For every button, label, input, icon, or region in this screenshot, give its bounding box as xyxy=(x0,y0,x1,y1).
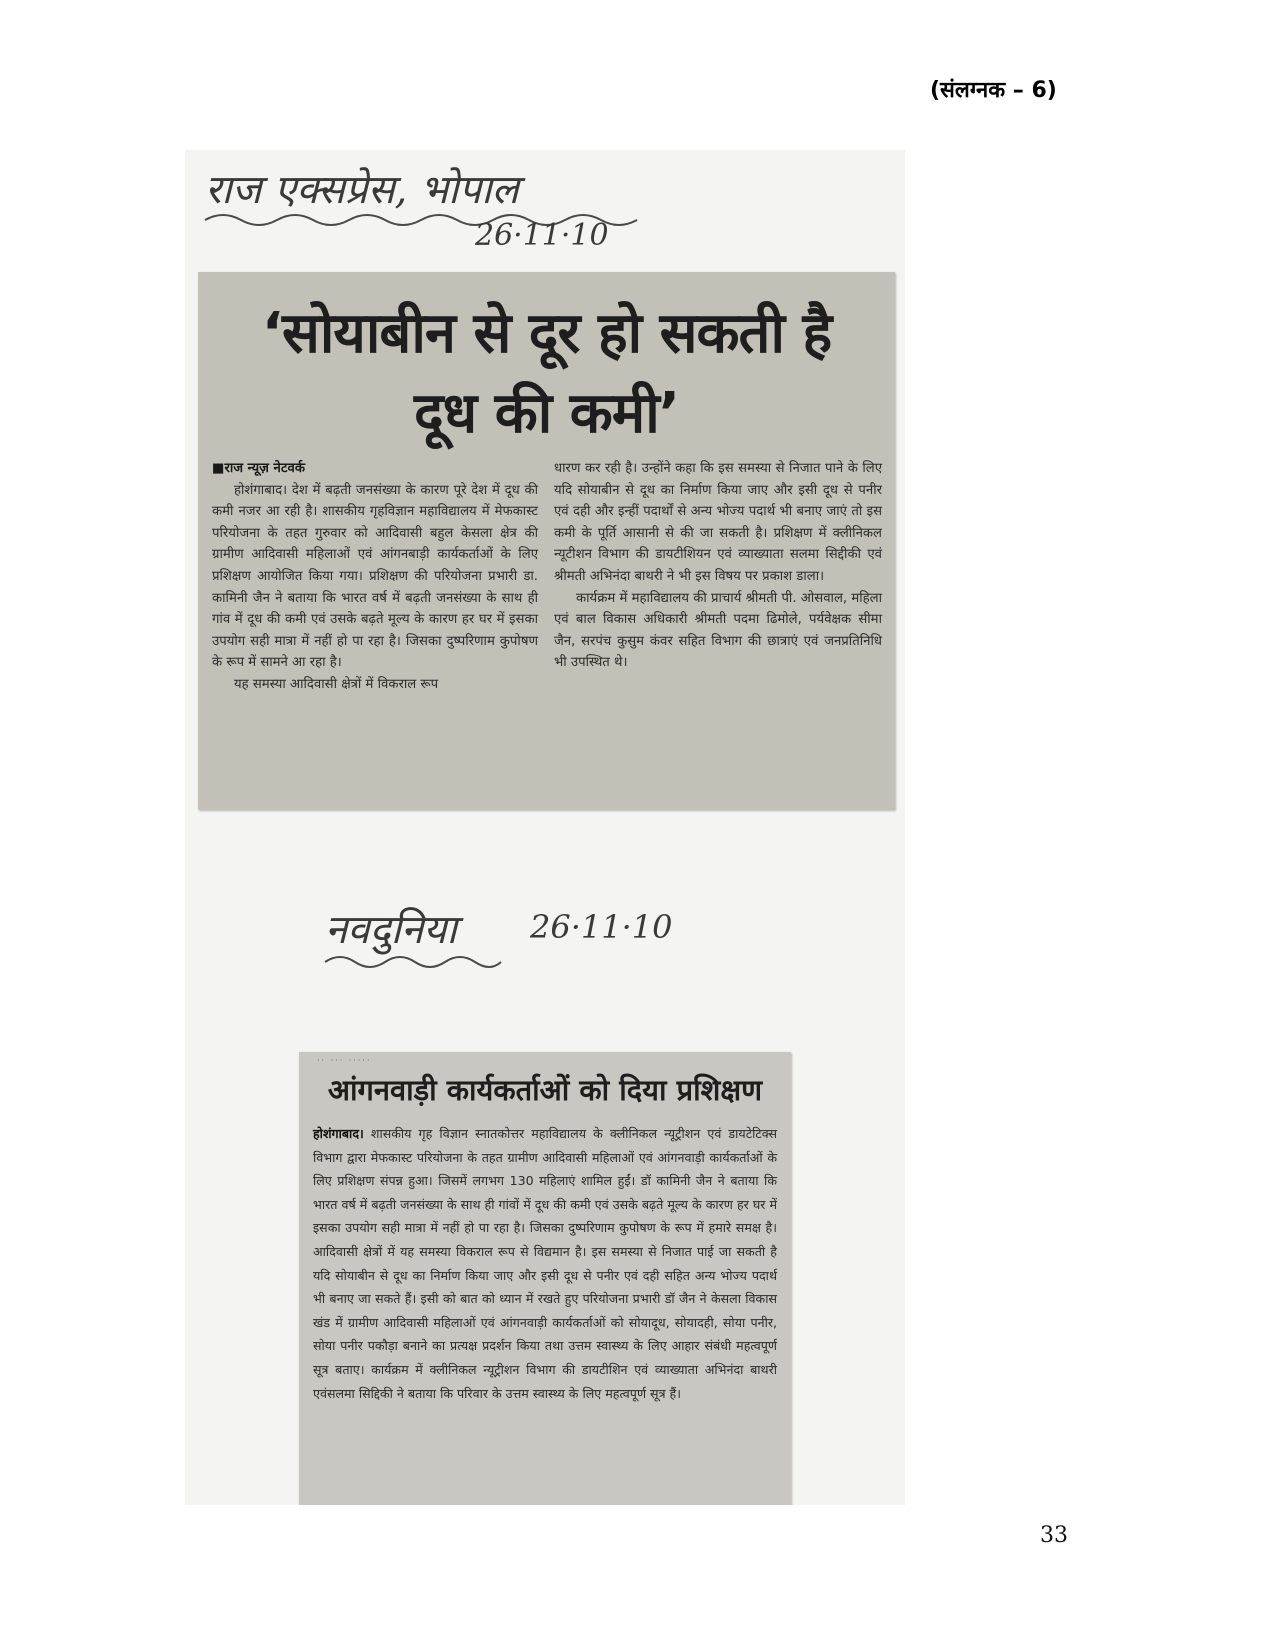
clipping1-byline: ■राज न्यूज़ नेटवर्क xyxy=(212,461,305,476)
clipping2-dateline: होशंगाबाद। xyxy=(313,1126,364,1141)
handwritten-source-1: राज एक्सप्रेस, भोपाल xyxy=(205,167,519,213)
news-clipping-nav-duniya xyxy=(299,1052,791,1505)
scanned-clippings xyxy=(185,150,905,1505)
handwritten-date-1: 26·11·10 xyxy=(475,218,609,253)
handwritten-date-2: 26·11·10 xyxy=(530,908,673,946)
clipping1-left-paragraph-2: यह समस्या आदिवासी क्षेत्रों में विकराल रूप xyxy=(234,676,439,692)
clipping1-right-column xyxy=(554,458,882,674)
handwritten-underline-2 xyxy=(323,950,503,970)
clipping1-headline xyxy=(198,294,895,454)
clipping2-headline: आंगनवाड़ी कार्यकर्ताओं को दिया प्रशिक्षण xyxy=(327,1073,763,1107)
annexure-label: (संलग्नक – 6) xyxy=(930,78,1057,103)
clipping1-headline-line1: ‘सोयाबीन से दूर हो सकती है xyxy=(261,301,832,366)
clipping2-body-text: शासकीय गृह विज्ञान स्नातकोत्तर महाविद्यालय के क्लीनिकल न्यूट्रीशन एवं डायटेटिक्स विभाग द्वारा मेफकास्ट परियोजना के तहत ग्रामीण आदिवासी महिलाओं एवं आंगनवाड़ी कार्यकर्ताओं के लिए प्रशिक्षण संपन्न हुआ। जिसमें लगभग 130 महिलाएं शामिल हुईं। डॉ कामिनी जैन ने बताया कि भारत वर्ष में बढ़ती जनसंख्या के साथ ही गांवों में दूध की कमी एवं उसके बढ़ते मूल्य के कारण हर घर में इसका उपयोग सही मात्रा में नहीं हो पा रहा है। जिसका दुष्परिणाम कुपोषण के रूप में हमारे समक्ष है। आदिवासी क्षेत्रों में यह समस्या विकराल रूप से विद्यमान है। इस समस्या से निजात पाई जा सकती है यदि सोयाबीन से दूध का निर्माण किया जाए और इसी दूध से पनीर एवं दही सहित अन्य भोज्य पदार्थ भी बनाए जा सकते हैं। इसी को बात को ध्यान में रखते हुए परियोजना प्रभारी डॉ जैन ने केसला विकास खंड में ग्रामीण आदिवासी महिलाओं एवं आंगनवाड़ी कार्यकर्ताओं को सोयादूध, सोयादही, सोया पनीर, सोया पनीर पकौड़ा बनाने का प्रत्यक्ष प्रदर्शन किया तथा उत्तम स्वास्थ्य के लिए आहार संबंधी महत्वपूर्ण सूत्र बताए। कार्यक्रम में क्लीनिकल न्यूट्रीशन विभाग की डायटीशिन एवं व्याख्याता अभिनंदा बाथरी एवंसलमा सिद्दिकी ने बताया कि परिवार के उत्तम स्वास्थ्य के लिए महत्वपूर्ण सूत्र हैं। xyxy=(313,1126,777,1401)
handwritten-source-2: नवदुनिया xyxy=(325,907,457,953)
news-clipping-raj-express xyxy=(198,272,895,810)
clipping1-headline-line2: दूध की कमी’ xyxy=(414,381,679,446)
page-number: 33 xyxy=(1040,1523,1068,1548)
clipping1-left-column xyxy=(212,458,538,696)
clipping1-right-paragraph-2: कार्यक्रम में महाविद्यालय की प्राचार्य श्रीमती पी. ओसवाल, महिला एवं बाल विकास अधिकारी श्रीमती पदमा ढिमोले, पर्यवेक्षक सीमा जैन, सरपंच कुसुम कंवर सहित विभाग की छात्राएं एवं जनप्रतिनिधि भी उपस्थित थे। xyxy=(554,590,882,671)
clipping1-left-paragraph-1: होशंगाबाद। देश में बढ़ती जनसंख्या के कारण पूरे देश में दूध की कमी नजर आ रही है। शासकीय गृहविज्ञान महाविद्यालय में मेफकास्ट परियोजना के तहत गुरुवार को आदिवासी बहुल केसला क्षेत्र की ग्रामीण आदिवासी महिलाओं एवं आंगनबाड़ी कार्यकर्ताओं के लिए प्रशिक्षण आयोजित किया गया। प्रशिक्षण की परियोजना प्रभारी डा. कामिनी जैन ने बताया कि भारत वर्ष में बढ़ती जनसंख्या के साथ ही गांव में दूध की कमी एवं उसके बढ़ते मूल्य के कारण हर घर में इसका उपयोग सही मात्रा में नहीं हो पा रहा है। जिसका दुष्परिणाम कुपोषण के रूप में सामने आ रहा है। xyxy=(212,482,538,671)
clipping2-body xyxy=(313,1122,777,1405)
clipping1-right-paragraph-1: धारण कर रही है। उन्होंने कहा कि इस समस्या से निजात पाने के लिए यदि सोयाबीन से दूध का निर्माण किया जाए और इसी दूध से पनीर एवं दही और इन्हीं पदार्थों से अन्य भोज्य पदार्थ भी बनाए जाएं तो इस कमी के पूर्ति आसानी से की जा सकती है। प्रशिक्षण में क्लीनिकल न्यूटीशन विभाग की डायटीशियन एवं व्याख्याता सलमा सिद्दीकी एवं श्रीमती अभिनंदा बाथरी ने भी इस विषय पर प्रकाश डाला। xyxy=(554,461,882,584)
clipping2-top-edge-marks: ·· ··· ····· xyxy=(317,1056,372,1065)
